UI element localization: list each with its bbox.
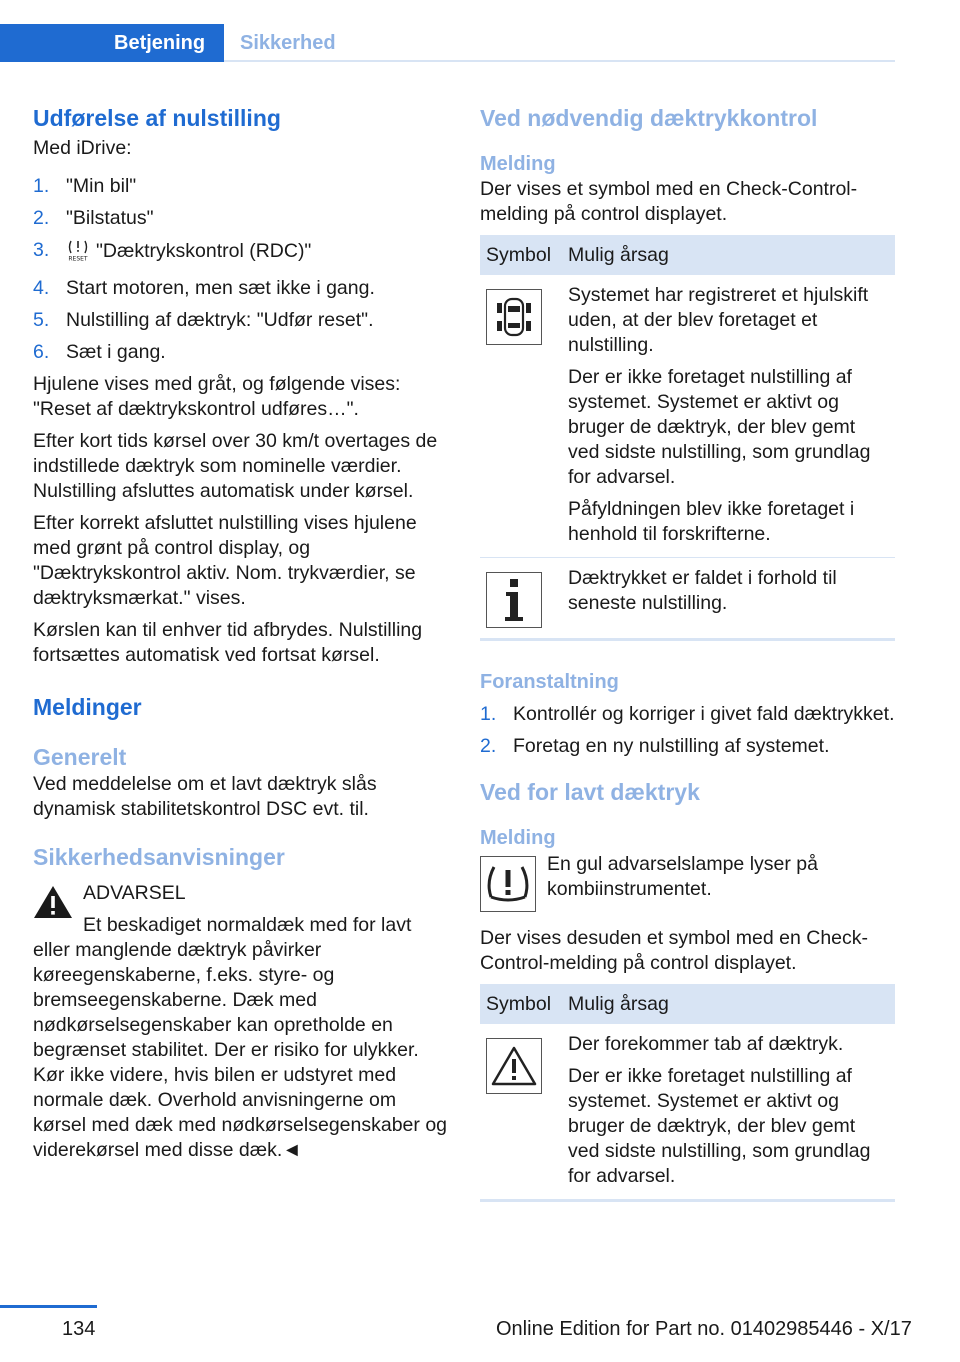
cell-text: Påfyldningen blev ikke foretaget i henhold til forskrifterne. — [568, 498, 855, 545]
column-header: Mulig årsag — [562, 984, 895, 1024]
right-column — [480, 100, 895, 1202]
paragraph: Der vises desuden et symbol med en Check-Control-melding på control displayet. — [480, 927, 869, 974]
list-item: 6. Sæt i gang. — [33, 341, 166, 363]
cell-text: Der er ikke foretaget nulstilling af systemet. Systemet er aktivt og bruger de dæktryk, der blev gemt ved sidste nulstilling, som grundlag for advarsel. — [568, 1065, 871, 1187]
list-item: 1. "Min bil" — [33, 175, 137, 197]
cell-text: Systemet har registreret et hjulskift uden, at der blev foretaget et nulstilling. — [568, 284, 869, 356]
list-item: 5. Nulstilling af dæktryk: "Udfør reset". — [33, 309, 374, 331]
warning-triangle-icon — [33, 885, 73, 919]
intro-text: Med iDrive: — [33, 137, 132, 159]
tire-pressure-warning-icon — [480, 856, 536, 912]
subsection-title-sikkerhed: Sikkerhedsanvisninger — [33, 844, 285, 870]
subsection-title-foranstaltning: Foranstaltning — [480, 671, 619, 693]
cell-text: Der forekommer tab af dæktryk. — [568, 1033, 844, 1055]
paragraph: Hjulene vises med gråt, og følgende vises: "Reset af dæktrykskontrol udføres…". — [33, 373, 401, 420]
footer-edition: Online Edition for Part no. 01402985446 - X/17 — [496, 1318, 912, 1340]
paragraph: Der vises et symbol med en Check-Control-melding på control displayet. — [480, 178, 858, 225]
reset-steps-list — [33, 174, 448, 365]
page-number: 134 — [62, 1318, 96, 1340]
list-item: 1. Kontrollér og korriger i givet fald dæktrykket. — [480, 703, 895, 725]
chapter-tabs — [0, 24, 895, 62]
symbol-table-2 — [480, 984, 895, 1202]
list-item: 2. Foretag en ny nulstilling af systemet. — [480, 735, 830, 757]
warning-text: Et beskadiget normaldæk med for lavt eller manglende dæktryk påvirker køreegenskaberne, f.eks. styre- og bremseegenskaberne. Dæk med nødkørselsegenskaber kan opretholde en begrænset stabilitet. Der er risiko for ulykker. Kør ikke videre, hvis bilen er udstyret med normale dæk. Overhold anvisningerne om kørsel med dæk med nødkørselsegenskaber og viderekørsel med disse dæk.◄ — [33, 914, 448, 1161]
footer-accent-bar — [0, 1305, 97, 1308]
paragraph: En gul advarselslampe lyser på kombiinstrumentet. — [547, 853, 818, 900]
column-header: Mulig årsag — [562, 235, 895, 275]
table-row — [480, 1024, 895, 1201]
list-item: 2. "Bilstatus" — [33, 207, 154, 229]
section-title-meldinger: Meldinger — [33, 694, 142, 720]
table-row — [480, 275, 895, 558]
warning-triangle-icon — [486, 1038, 542, 1094]
car-reset-icon — [486, 289, 542, 345]
section-title-nulstilling: Udførelse af nulstilling — [33, 105, 281, 131]
left-column — [33, 100, 448, 1163]
warning-block — [33, 881, 448, 1163]
cell-text: Dæktrykket er faldet i forhold til seneste nulstilling. — [568, 567, 837, 614]
tire-reset-icon — [66, 238, 90, 269]
symbol-table-1 — [480, 235, 895, 641]
warning-label: ADVARSEL — [83, 882, 186, 904]
warning-lamp-block — [480, 852, 895, 912]
subsection-title-generelt: Generelt — [33, 744, 127, 770]
tab-sikkerhed[interactable]: Sikkerhed — [240, 32, 336, 54]
list-item: 4. Start motoren, men sæt ikke i gang. — [33, 277, 375, 299]
paragraph: Efter korrekt afsluttet nulstilling vises hjulene med grønt på control display, og "Dæktrykskontrol aktiv. Nom. trykværdier, se dæktryksmærkat." vises. — [33, 512, 417, 609]
cell-text: Der er ikke foretaget nulstilling af systemet. Systemet er aktivt og bruger de dæktryk, der blev gemt ved sidste nulstilling, som grundlag for advarsel. — [568, 366, 871, 488]
action-steps-list — [480, 702, 895, 759]
svg-text:RESET: RESET — [68, 255, 88, 262]
table-header-row — [480, 235, 895, 275]
paragraph: Kørslen kan til enhver tid afbrydes. Nulstilling fortsættes automatisk ved fortsat kørsel. — [33, 619, 423, 666]
table-row — [480, 558, 895, 640]
info-icon — [486, 572, 542, 628]
section-title-lavt-dæktryk: Ved for lavt dæktryk — [480, 779, 700, 805]
paragraph: Ved meddelelse om et lavt dæktryk slås dynamisk stabilitetskontrol DSC evt. til. — [33, 773, 377, 820]
column-header: Symbol — [480, 235, 562, 275]
subsection-title-melding: Melding — [480, 827, 556, 849]
paragraph: Efter kort tids kørsel over 30 km/t overtages de indstillede dæktryk som nominelle værdier. Nulstilling afsluttes automatisk under kørsel. — [33, 430, 438, 502]
tab-betjening[interactable]: Betjening — [0, 24, 224, 62]
section-title-dæktrykkontrol: Ved nødvendig dæktrykkontrol — [480, 105, 818, 131]
list-item: 3. RESET "Dæktrykskontrol (RDC)" — [33, 238, 448, 269]
column-header: Symbol — [480, 984, 562, 1024]
subsection-title-melding: Melding — [480, 153, 556, 175]
table-header-row — [480, 984, 895, 1024]
